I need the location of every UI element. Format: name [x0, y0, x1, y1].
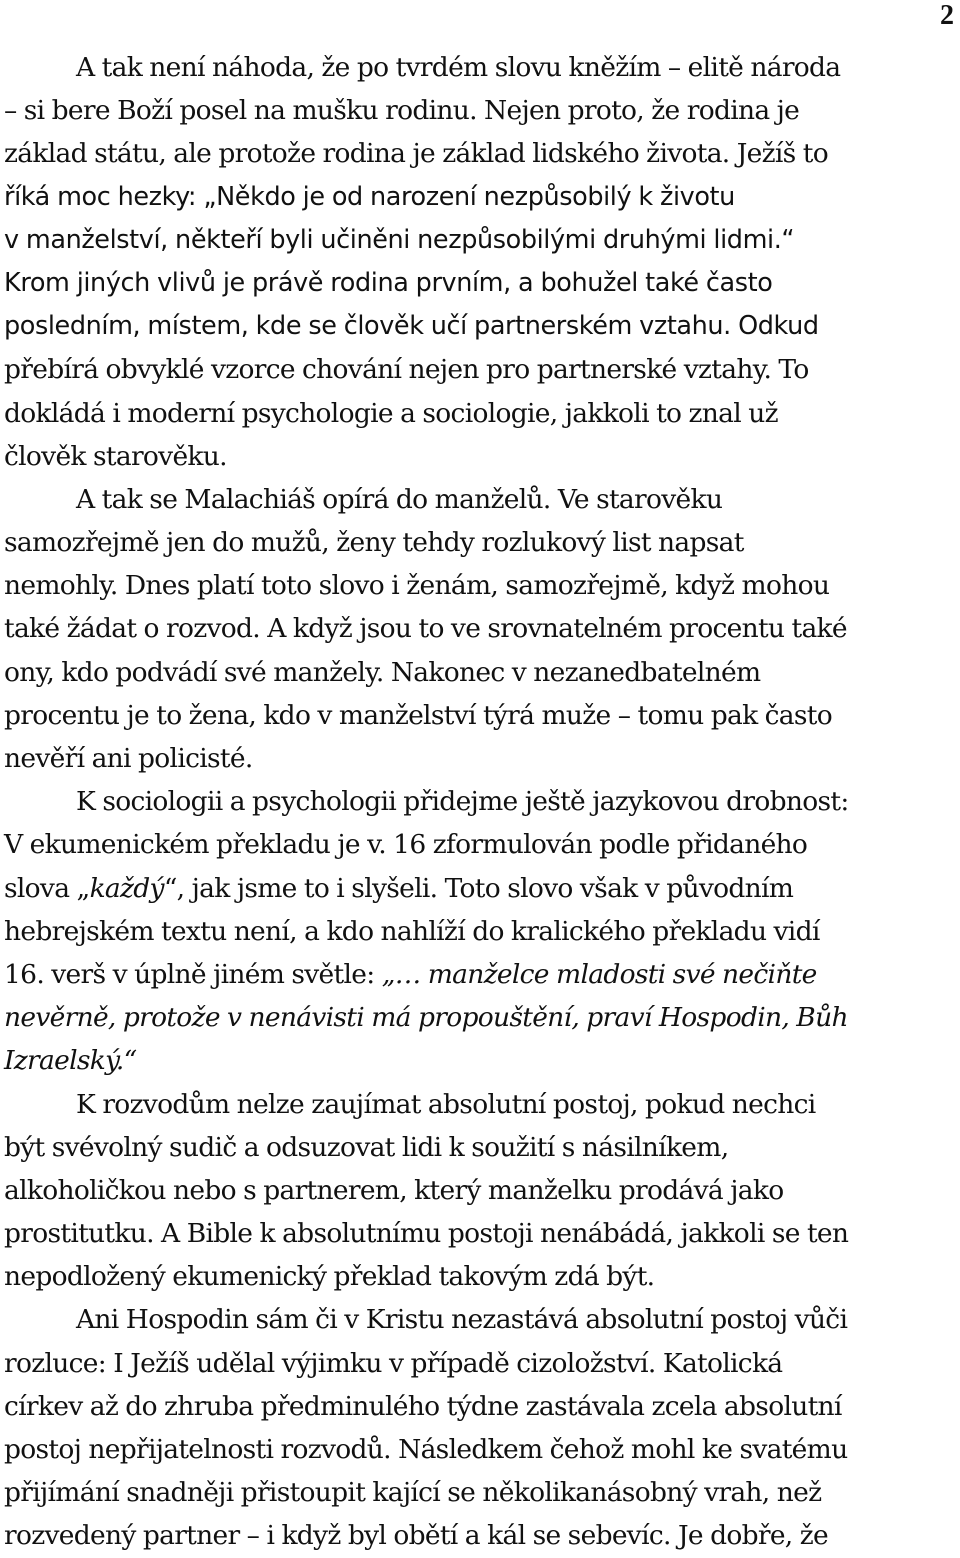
text-run: “, jak jsme to i slyšeli. Toto slovo však v původním [163, 872, 794, 904]
text-line: také žádat o rozvod. A když jsou to ve srovnatelném procentu také [4, 613, 847, 645]
text-line: hebrejském textu není, a kdo nahlíží do kralického překladu vidí [4, 915, 820, 947]
text-line: – si bere Boží posel na mušku rodinu. Nejen proto, že rodina je [4, 95, 800, 127]
text-line: církev až do zhruba předminulého týdne zastávala zcela absolutní [4, 1390, 842, 1422]
text-line [4, 996, 948, 1039]
text-line: základ státu, ale protože rodina je základ lidského života. Ježíš to [4, 138, 829, 170]
italic-text-run: každý [89, 872, 164, 904]
italic-text-run: „… manželce mladosti své nečiňte [381, 958, 817, 990]
text-line: dokládá i moderní psychologie a sociologie, jakkoli to znal už [4, 397, 778, 429]
text-line: postoj nepřijatelnosti rozvodů. Následkem čehož mohl ke svatému [4, 1434, 848, 1465]
text-line: přijímání snadněji přistoupit kající se několikanásobný vrah, než [4, 1477, 822, 1509]
text-line: být svévolný sudič a odsuzovat lidi k soužití s násilníkem, [4, 1131, 729, 1163]
document-body [4, 46, 948, 1558]
text-line: posledním, místem, kde se člověk učí partnerském vztahu. Odkud [4, 311, 819, 342]
italic-text-run: Izraelský.“ [4, 1045, 137, 1077]
text-line: přebírá obvyklé vzorce chování nejen pro partnerské vztahy. To [4, 354, 809, 386]
text-run: 16. verš v úplně jiném světle: [4, 958, 382, 990]
text-line: prostitutku. A Bible k absolutnímu postoji nenábádá, jakkoli se ten [4, 1218, 849, 1250]
italic-text-run: nevěrně, protože v nenávisti má propouštění, praví Hospodin, Bůh [4, 1002, 848, 1034]
text-line: A tak se Malachiáš opírá do manželů. Ve starověku [76, 483, 723, 515]
text-line: V ekumenickém překladu je v. 16 zformulován podle přidaného [4, 829, 808, 861]
text-line: A tak není náhoda, že po tvrdém slovu kněžím – elitě národa [76, 52, 841, 83]
text-run: slova „ [4, 872, 90, 904]
text-line: nevěří ani policisté. [4, 743, 253, 774]
text-line: rozluce: I Ježíš udělal výjimku v případě cizoložství. Katolická [4, 1347, 783, 1379]
text-line: rozvedený partner – i když byl obětí a kál se sebevíc. Je dobře, že [4, 1520, 828, 1552]
text-line: člověk starověku. [4, 440, 227, 472]
text-line: ony, kdo podvádí své manžely. Nakonec v nezanedbatelném [4, 656, 761, 688]
text-line: K rozvodům nelze zaujímat absolutní postoj, pokud nechci [76, 1088, 816, 1120]
text-line [4, 1039, 948, 1082]
text-line: říká moc hezky: „Někdo je od narození nezpůsobilý k životu [4, 181, 735, 212]
text-line: nepodložený ekumenický překlad takovým zdá být. [4, 1261, 655, 1293]
text-line [4, 953, 948, 996]
text-line: alkoholičkou nebo s partnerem, který manželku prodává jako [4, 1174, 784, 1206]
text-line: Krom jiných vlivů je právě rodina prvním, a bohužel také často [4, 267, 773, 298]
text-line: v manželství, někteří byli učiněni nezpůsobilými druhými lidmi.“ [4, 224, 795, 255]
text-line [4, 867, 948, 910]
text-line: Ani Hospodin sám či v Kristu nezastává absolutní postoj vůči [76, 1304, 848, 1336]
page-number: 2 [940, 0, 954, 31]
text-line: K sociologii a psychologii přidejme ještě jazykovou drobnost: [76, 786, 849, 818]
text-line: procentu je to žena, kdo v manželství týrá muže – tomu pak často [4, 699, 833, 731]
text-line: samozřejmě jen do mužů, ženy tehdy rozlukový list napsat [4, 527, 744, 559]
text-line: nemohly. Dnes platí toto slovo i ženám, samozřejmě, když mohou [4, 570, 830, 602]
